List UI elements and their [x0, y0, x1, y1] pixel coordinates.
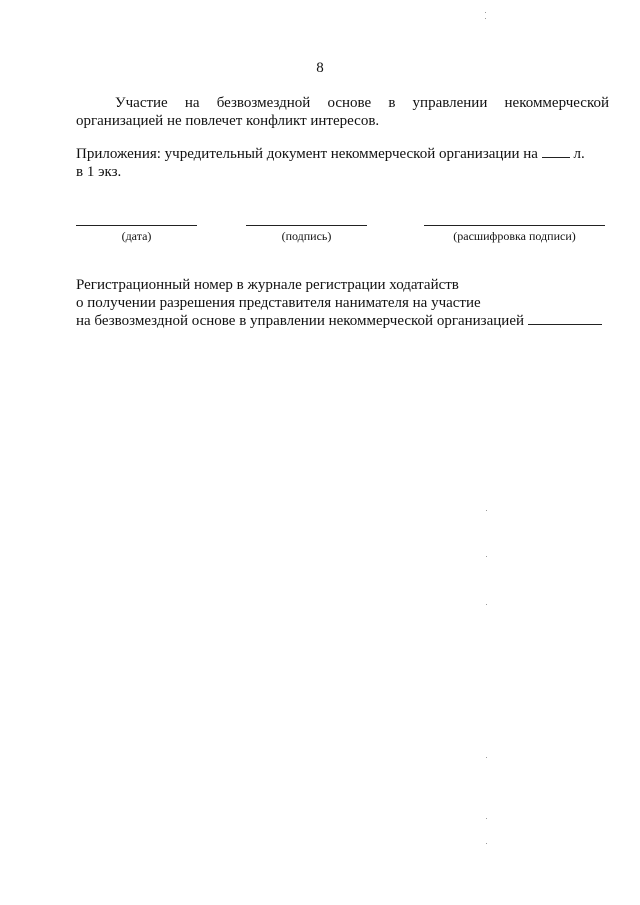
date-label: (дата): [121, 229, 152, 243]
page-number: 8: [316, 60, 324, 76]
signature-block: [76, 214, 609, 254]
attachments-text: Приложения: учредительный документ некоммерческой организации на: [76, 146, 538, 162]
copies-text: в 1 экз.: [76, 164, 122, 180]
date-field: [76, 214, 197, 244]
sheets-count-blank: [542, 145, 570, 158]
name-decoding-field: [424, 214, 605, 244]
scan-speck: [486, 556, 487, 557]
scan-speck: [486, 843, 487, 844]
name-decoding-line: [424, 214, 605, 226]
date-line: [76, 214, 197, 226]
registration-line-3: [76, 312, 616, 330]
signature-field: [246, 214, 367, 244]
registration-number-blank: [528, 312, 602, 325]
registration-line-1: Регистрационный номер в журнале регистрации ходатайств: [76, 277, 459, 293]
scan-speck: [486, 818, 487, 819]
attachments-paragraph: [76, 145, 609, 181]
scan-speck: [486, 604, 487, 605]
registration-note: [76, 276, 616, 330]
registration-line-3-text: на безвозмездной основе в управлении некоммерческой организацией: [76, 313, 525, 329]
name-decoding-label: (расшифровка подписи): [453, 229, 576, 243]
paragraph-no-conflict: Участие на безвозмездной основе в управлении некоммерческой организацией не повлечет конфликт интересов.: [76, 95, 609, 129]
scan-speck: [486, 757, 487, 758]
scan-speck: [485, 12, 486, 13]
sheets-unit: л.: [573, 146, 585, 162]
registration-line-2: о получении разрешения представителя нанимателя на участие: [76, 295, 481, 311]
signature-line: [246, 214, 367, 226]
scan-speck: [485, 18, 486, 19]
scan-speck: [486, 510, 487, 511]
signature-label: (подпись): [281, 229, 332, 243]
